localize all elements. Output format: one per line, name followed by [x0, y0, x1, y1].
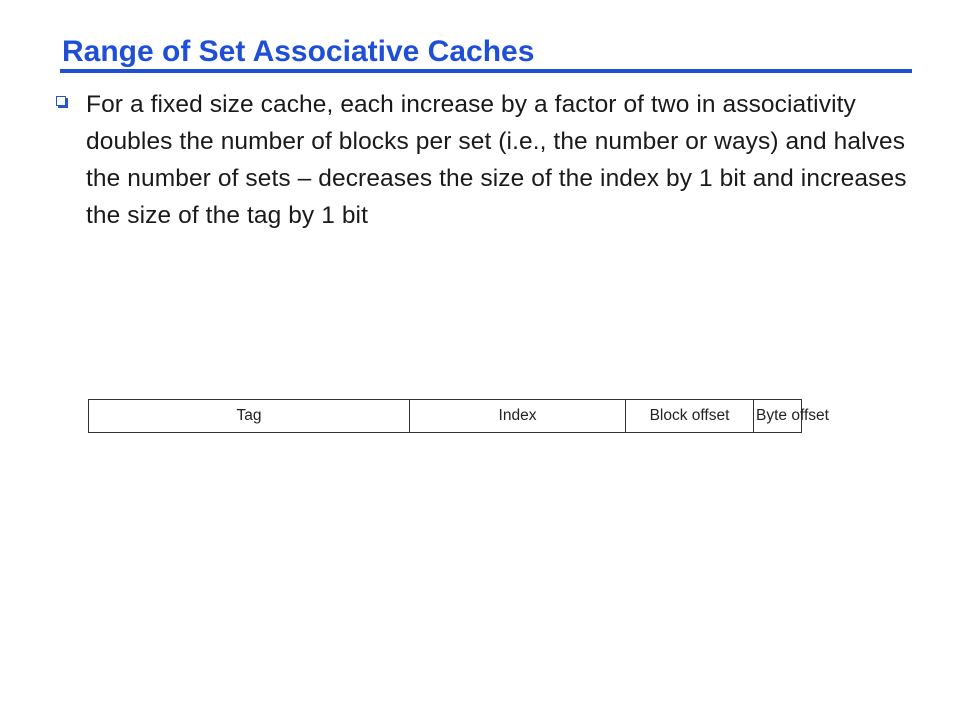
address-field-diagram — [88, 399, 829, 433]
index-field — [410, 399, 626, 433]
index-field-label: Index — [498, 407, 537, 424]
block-offset-field — [626, 399, 754, 433]
hollow-square-bullet-icon — [56, 96, 66, 106]
bullet-item — [56, 86, 916, 234]
block-offset-field-label: Block offset — [649, 407, 730, 424]
slide-title: Range of Set Associative Caches — [62, 35, 535, 68]
tag-field-label: Tag — [236, 407, 262, 424]
byte-offset-field — [754, 399, 829, 433]
byte-offset-field-label: Byte offset — [756, 407, 829, 424]
tag-field — [88, 399, 410, 433]
title-underline — [60, 69, 912, 73]
bullet-text: For a fixed size cache, each increase by a factor of two in associativity doubles the number of blocks per set (i.e., the number or ways) and halves the number of sets – decreases the size of the index by 1 bit and increases the size of the tag by 1 bit — [86, 91, 907, 229]
